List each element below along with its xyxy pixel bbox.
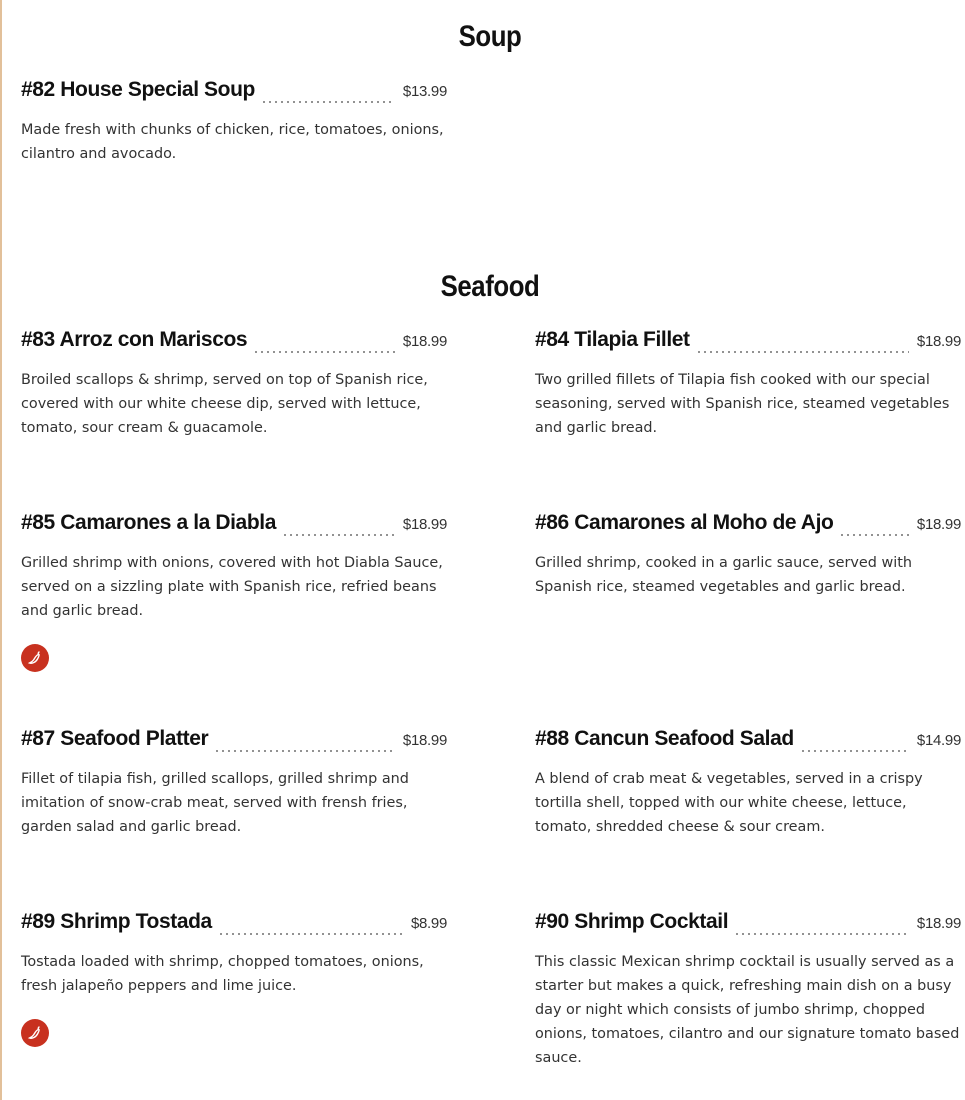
dot-leader (282, 533, 395, 537)
item-name: #87 Seafood Platter (21, 727, 209, 750)
section-title-seafood: Seafood (440, 270, 540, 303)
item-price: $18.99 (916, 915, 961, 932)
menu-item (21, 78, 447, 166)
menu-item (21, 511, 447, 623)
item-price: $14.99 (916, 732, 961, 749)
item-description: Grilled shrimp, cooked in a garlic sauce, served with Spanish rice, steamed vegetables and garlic bread. (535, 555, 913, 595)
chili-pepper-icon (21, 1019, 49, 1047)
dot-leader (734, 932, 909, 936)
item-name: #83 Arroz con Mariscos (21, 328, 248, 351)
dot-leader (218, 932, 403, 936)
menu-item (535, 727, 961, 839)
menu-item (21, 328, 447, 440)
dot-leader (261, 100, 395, 104)
menu-item (535, 910, 961, 1070)
item-description: Made fresh with chunks of chicken, rice, tomatoes, onions, cilantro and avocado. (21, 122, 444, 162)
left-border (0, 0, 2, 1100)
item-description: Grilled shrimp with onions, covered with hot Diabla Sauce, served on a sizzling plate with Spanish rice, refried beans and garlic bread. (21, 555, 443, 619)
dot-leader (253, 350, 395, 354)
dot-leader (214, 749, 395, 753)
menu-item (535, 328, 961, 440)
item-name: #89 Shrimp Tostada (21, 910, 212, 933)
item-description: Tostada loaded with shrimp, chopped tomatoes, onions, fresh jalapeño peppers and lime juice. (21, 954, 424, 994)
item-price: $18.99 (402, 732, 447, 749)
dot-leader (696, 350, 909, 354)
item-description: This classic Mexican shrimp cocktail is usually served as a starter but makes a quick, refreshing main dish on a busy day or night which consists of jumbo shrimp, chopped onions, tomatoes, cilantro and our signature tomato based sauce. (535, 954, 960, 1066)
menu-item (21, 727, 447, 839)
item-price: $18.99 (916, 516, 961, 533)
item-name: #86 Camarones al Moho de Ajo (535, 511, 834, 534)
item-price: $18.99 (916, 333, 961, 350)
item-name: #82 House Special Soup (21, 78, 255, 101)
dot-leader (839, 533, 908, 537)
item-name: #90 Shrimp Cocktail (535, 910, 729, 933)
item-name: #88 Cancun Seafood Salad (535, 727, 794, 750)
menu-item (535, 511, 961, 599)
item-description: Two grilled fillets of Tilapia fish cooked with our special seasoning, served with Spanish rice, steamed vegetables and garlic bread. (535, 372, 950, 436)
item-price: $8.99 (410, 915, 447, 932)
item-name: #84 Tilapia Fillet (535, 328, 690, 351)
item-description: Broiled scallops & shrimp, served on top of Spanish rice, covered with our white cheese dip, served with lettuce, tomato, sour cream & guacamole. (21, 372, 428, 436)
item-name: #85 Camarones a la Diabla (21, 511, 276, 534)
item-price: $13.99 (402, 83, 447, 100)
item-description: Fillet of tilapia fish, grilled scallops, grilled shrimp and imitation of snow-crab meat, served with frensh fries, garden salad and garlic bread. (21, 771, 409, 835)
item-price: $18.99 (402, 516, 447, 533)
dot-leader (800, 749, 909, 753)
chili-pepper-icon (21, 644, 49, 672)
section-title-soup: Soup (458, 20, 522, 53)
menu-item (21, 910, 447, 998)
item-price: $18.99 (402, 333, 447, 350)
item-description: A blend of crab meat & vegetables, served in a crispy tortilla shell, topped with our white cheese, lettuce, tomato, shredded cheese & sour cream. (535, 771, 923, 835)
